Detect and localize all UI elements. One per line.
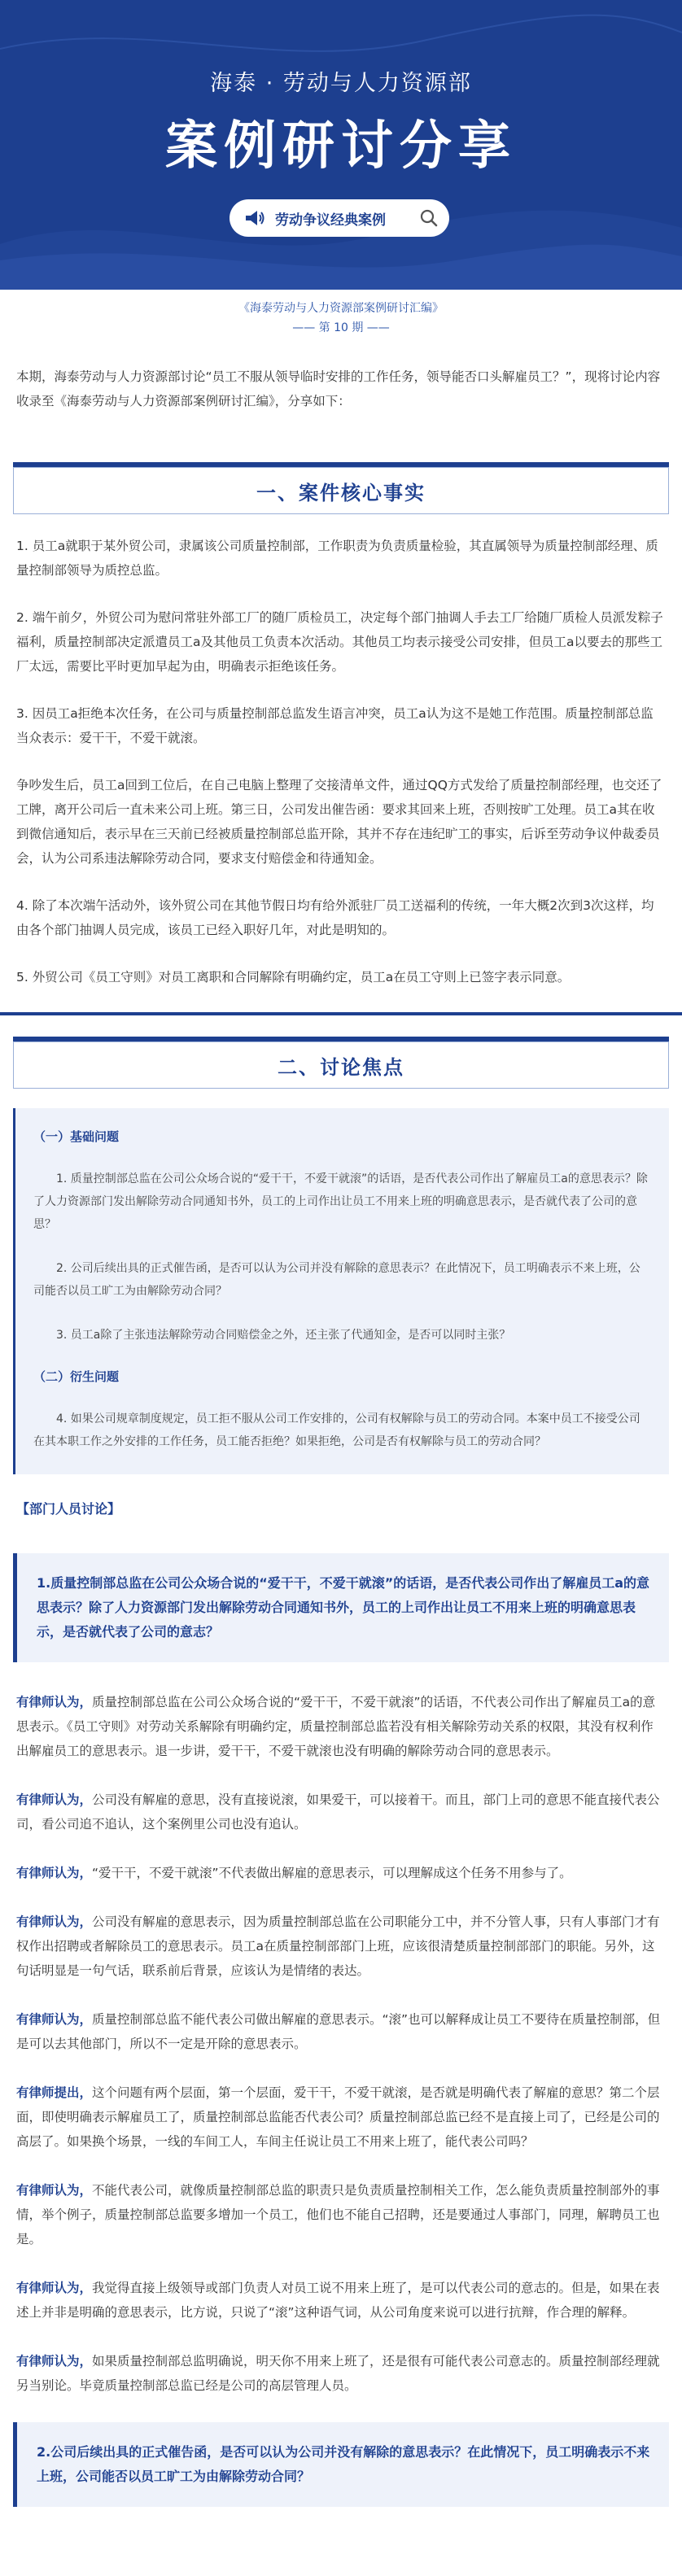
derived-questions-heading: （二）衍生问题 bbox=[33, 1369, 120, 1384]
answer-speaker: 有律师认为， bbox=[16, 2281, 93, 2295]
answer-item bbox=[16, 2276, 666, 2325]
answer-item bbox=[16, 2349, 666, 2398]
fact-item: 3. 因员工a拒绝本次任务，在公司与质量控制部总监发生语言冲突，员工a认为这不是她工作范围。质量控制部总监当众表示：爱干干，不爱干就滚。 bbox=[16, 706, 654, 745]
fact-item: 5. 外贸公司《员工守则》对员工离职和合同解除有明确约定，员工a在员工守则上已签字表示同意。 bbox=[16, 970, 571, 985]
issue-number: —— 第 10 期 —— bbox=[292, 321, 390, 334]
question-1-box bbox=[13, 1553, 669, 1662]
question-2-box bbox=[13, 2422, 669, 2507]
fact-item: 争吵发生后，员工a回到工位后，在自己电脑上整理了交接清单文件，通过QQ方式发给了质量控制部经理，也交还了工牌，离开公司后一直未来公司上班。第三日，公司发出催告函：要求其回来上班，否则按旷工处理。员工a其在收到微信通知后，表示早在三天前已经被质量控制部总监开除，其并不存在违纪旷工的事实，后诉至劳动争议仲裁委员会，认为公司系违法解除劳动合同，要求支付赔偿金和待通知金。 bbox=[16, 778, 662, 866]
answer-item bbox=[16, 2080, 666, 2154]
fact-item: 2. 端午前夕，外贸公司为慰问常驻外部工厂的随厂质检员工，决定每个部门抽调人手去工厂给随厂质检人员派发粽子福利，质量控制部决定派遣员工a及其他员工负责本次活动。其他员工均表示接受公司安排，但员工a以要去的那些工厂太远，需要比平时更加早起为由，明确表示拒绝该任务。 bbox=[16, 610, 663, 674]
answer-speaker: 有律师认为， bbox=[16, 1695, 93, 1709]
answer-text: 我觉得直接上级领导或部门负责人对员工说不用来上班了，是可以代表公司的意志的。但是，如果在表述上并非是明确的意思表示，比方说，只说了“滚”这种语气词，从公司角度来说可以进行抗辩，作合理的解释。 bbox=[16, 2281, 660, 2320]
header-banner bbox=[0, 0, 682, 290]
intro-paragraph: 本期，海泰劳动与人力资源部讨论“员工不服从领导临时安排的工作任务，领导能否口头解雇员工？”，现将讨论内容收录至《海泰劳动与人力资源部案例研讨汇编》，分享如下： bbox=[16, 369, 661, 408]
banner-search-pill bbox=[230, 199, 449, 237]
basic-question-item: 2. 公司后续出具的正式催告函，是否可以认为公司并没有解除的意思表示？在此情况下，员工明确表示不来上班，公司能否以员工旷工为由解除劳动合同？ bbox=[33, 1262, 640, 1298]
answer-item bbox=[16, 1861, 666, 1885]
answer-text: 质量控制部总监不能代表公司做出解雇的意思表示。“滚”也可以解释成让员工不要待在质量控制部，但是可以去其他部门，所以不一定是开除的意思表示。 bbox=[16, 2012, 661, 2051]
answers-list bbox=[16, 1690, 666, 2398]
answer-item bbox=[16, 2178, 666, 2251]
answer-text: 公司没有解雇的意思，没有直接说滚，如果爱干，可以接着干。而且，部门上司的意思不能直接代表公司，看公司追不追认，这个案例里公司也没有追认。 bbox=[16, 1792, 660, 1832]
basic-question-item: 1. 质量控制部总监在公司公众场合说的“爱干干，不爱干就滚”的话语，是否代表公司作出了解雇员工a的意思表示？除了人力资源部门发出解除劳动合同通知书外，员工的上司作出让员工不用来上班的明确意思表示，是否就代表了公司的意思？ bbox=[33, 1172, 648, 1231]
answer-text: 不能代表公司，就像质量控制部总监的职责只是负责质量控制相关工作，怎么能负责质量控制部外的事情，举个例子，质量控制部总监要多增加一个员工，他们也不能自己招聘，还是要通过人事部门，同理，解聘员工也是。 bbox=[16, 2183, 660, 2246]
answer-text: 公司没有解雇的意思表示，因为质量控制部总监在公司职能分工中，并不分管人事，只有人事部门才有权作出招聘或者解除员工的意思表示。员工a在质量控制部部门上班，应该很清楚质量控制部部门的职能。另外，这句话明显是一句气话，联系前后背景，应该认为是情绪的表达。 bbox=[16, 1915, 660, 1978]
section-1-title: 一、案件核心事实 bbox=[256, 481, 426, 504]
answer-item bbox=[16, 1910, 666, 1983]
answer-speaker: 有律师认为， bbox=[16, 1915, 93, 1929]
search-icon bbox=[420, 209, 438, 227]
answer-item bbox=[16, 2007, 666, 2056]
megaphone-icon bbox=[244, 209, 265, 227]
section-2-box bbox=[13, 1041, 669, 1089]
dept-discussion-label: 【部门人员讨论】 bbox=[16, 1501, 121, 1517]
answer-text: 这个问题有两个层面，第一个层面，爱干干，不爱干就滚，是否就是明确代表了解雇的意思？第二个层面，即使明确表示解雇员工了，质量控制部总监能否代表公司？质量控制部总监已经不是直接上司了，已经是公司的高层了。如果换个场景，一线的车间工人，车间主任说让员工不用来上班了，能代表公司吗？ bbox=[16, 2085, 660, 2149]
fact-item: 4. 除了本次端午活动外，该外贸公司在其他节假日均有给外派驻厂员工送福利的传统，一年大概2次到3次这样，均由各个部门抽调人员完成，该员工已经入职好几年，对此是明知的。 bbox=[16, 898, 654, 937]
source-caption: 《海泰劳动与人力资源部案例研讨汇编》 bbox=[238, 302, 444, 315]
basic-questions-heading: （一）基础问题 bbox=[33, 1129, 120, 1144]
answer-text: 如果质量控制部总监明确说，明天你不用来上班了，还是很有可能代表公司意志的。质量控制部经理就另当别论。毕竟质量控制部总监已经是公司的高层管理人员。 bbox=[16, 2354, 660, 2393]
answer-speaker: 有律师认为， bbox=[16, 2354, 93, 2369]
fact-item: 1. 员工a就职于某外贸公司，隶属该公司质量控制部，工作职责为负责质量检验，其直属领导为质量控制部经理、质量控制部领导为质控总监。 bbox=[16, 539, 658, 578]
section-divider bbox=[0, 1012, 682, 1015]
section-1-header bbox=[13, 462, 669, 514]
answer-item bbox=[16, 1788, 666, 1836]
section-2-header bbox=[13, 1037, 669, 1089]
answer-item bbox=[16, 1690, 666, 1763]
derived-question-item: 4. 如果公司规章制度规定，员工拒不服从公司工作安排的，公司有权解除与员工的劳动合同。本案中员工不接受公司在其本职工作之外安排的工作任务，员工能否拒绝？如果拒绝，公司是否有权解除与员工的劳动合同？ bbox=[33, 1412, 640, 1448]
section-1-box bbox=[13, 467, 669, 514]
question-2-text: 2.公司后续出具的正式催告函，是否可以认为公司并没有解除的意思表示？在此情况下，员工明确表示不来上班，公司能否以员工旷工为由解除劳动合同？ bbox=[37, 2444, 650, 2484]
answer-speaker: 有律师提出， bbox=[16, 2085, 93, 2100]
facts-list bbox=[16, 534, 666, 989]
search-tag-text: 劳动争议经典案例 bbox=[275, 212, 386, 229]
answer-text: “爱干干，不爱干就滚”不代表做出解雇的意思表示，可以理解成这个任务不用参与了。 bbox=[92, 1866, 572, 1880]
answer-speaker: 有律师认为， bbox=[16, 2183, 93, 2198]
banner-title: 案例研讨分享 bbox=[165, 116, 517, 177]
answer-speaker: 有律师认为， bbox=[16, 2012, 93, 2027]
answer-text: 质量控制部总监在公司公众场合说的“爱干干，不爱干就滚”的话语，不代表公司作出了解雇员工a的意思表示。《员工守则》对劳动关系解除有明确约定，质量控制部总监若没有相关解除劳动关系的权限，其没有权利作出解雇员工的意思表示。退一步讲，爱干干，不爱干就滚也没有明确的解除劳动合同的意思表示。 bbox=[16, 1695, 656, 1758]
answer-speaker: 有律师认为， bbox=[16, 1792, 93, 1807]
discussion-box bbox=[13, 1108, 669, 1474]
section-2-title: 二、讨论焦点 bbox=[278, 1055, 404, 1079]
banner-subtitle: 海泰 · 劳动与人力资源部 bbox=[210, 71, 472, 96]
basic-question-item: 3. 员工a除了主张违法解除劳动合同赔偿金之外，还主张了代通知金，是否可以同时主张？ bbox=[56, 1329, 511, 1342]
question-1-text: 1.质量控制部总监在公司公众场合说的“爱干干，不爱干就滚”的话语，是否代表公司作出了解雇员工a的意思表示？除了人力资源部门发出解除劳动合同通知书外，员工的上司作出让员工不用来上班的明确意思表示，是否就代表了公司的意志？ bbox=[37, 1575, 650, 1639]
answer-speaker: 有律师认为， bbox=[16, 1866, 93, 1880]
